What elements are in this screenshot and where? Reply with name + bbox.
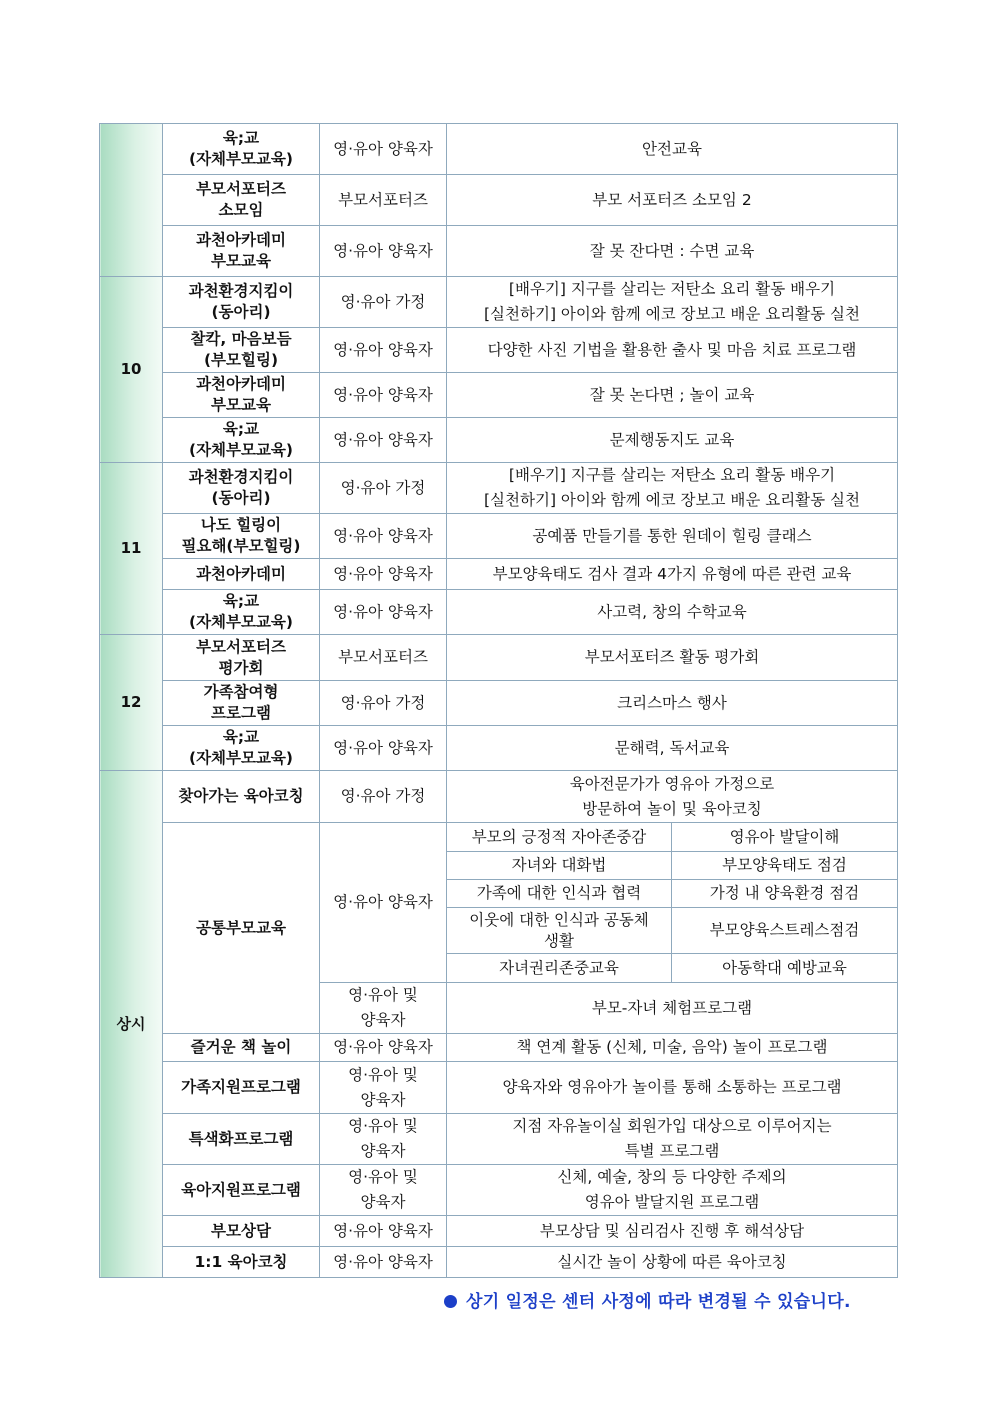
program-name: 나도 힐링이 필요해(부모힐링) <box>163 514 320 559</box>
content: 지점 자유놀이실 회원가입 대상으로 이루어지는 특별 프로그램 <box>447 1114 898 1165</box>
content: 부모양육스트레스점검 <box>672 908 898 954</box>
target: 영·유아 양육자 <box>320 328 447 373</box>
content: 자녀권리존중교육 <box>447 954 672 983</box>
table-row <box>100 175 898 226</box>
program-name: 특색화프로그램 <box>163 1114 320 1165</box>
note-text: 상기 일정은 센터 사정에 따라 변경될 수 있습니다. <box>466 1292 851 1312</box>
content: 문해력, 독서교육 <box>447 726 898 771</box>
table-row <box>100 277 898 328</box>
program-name: 부모서포터즈 소모임 <box>163 175 320 226</box>
program-name: 가족지원프로그램 <box>163 1062 320 1114</box>
target: 영·유아 가정 <box>320 463 447 514</box>
table-row <box>100 1062 898 1114</box>
content: 실시간 놀이 상황에 따른 육아코칭 <box>447 1247 898 1278</box>
program-name: 과천아카데미 부모교육 <box>163 373 320 418</box>
target: 부모서포터즈 <box>320 635 447 681</box>
target: 영·유아 양육자 <box>320 514 447 559</box>
table-row <box>100 373 898 418</box>
table-row <box>100 590 898 635</box>
target: 영·유아 및 양육자 <box>320 1165 447 1216</box>
bullet-dot-icon <box>444 1295 457 1308</box>
program-name: 즐거운 책 놀이 <box>163 1034 320 1062</box>
content: 다양한 사진 기법을 활용한 출사 및 마음 치료 프로그램 <box>447 328 898 373</box>
table-row <box>100 1216 898 1247</box>
table-row <box>100 226 898 277</box>
program-name: 1:1 육아코칭 <box>163 1247 320 1278</box>
target: 영·유아 및 양육자 <box>320 1114 447 1165</box>
table-row <box>100 463 898 514</box>
table-row <box>100 1247 898 1278</box>
table-row <box>100 681 898 726</box>
target: 영·유아 및 양육자 <box>320 1062 447 1114</box>
table-row <box>100 823 898 852</box>
target: 영·유아 양육자 <box>320 226 447 277</box>
month-cell <box>100 124 163 277</box>
target: 영·유아 양육자 <box>320 1216 447 1247</box>
content: 안전교육 <box>447 124 898 175</box>
table-row <box>100 771 898 823</box>
content: 크리스마스 행사 <box>447 681 898 726</box>
target: 영·유아 양육자 <box>320 559 447 590</box>
content: 잘 못 잔다면 : 수면 교육 <box>447 226 898 277</box>
content: 가정 내 양육환경 점검 <box>672 880 898 908</box>
content: 신체, 예술, 창의 등 다양한 주제의 영유아 발달지원 프로그램 <box>447 1165 898 1216</box>
program-name: 과천환경지킴이 (동아리) <box>163 463 320 514</box>
schedule-change-note <box>444 1287 904 1312</box>
program-name: 부모상담 <box>163 1216 320 1247</box>
program-schedule-table <box>99 123 898 1278</box>
content: 영유아 발달이해 <box>672 823 898 852</box>
target: 영·유아 가정 <box>320 681 447 726</box>
content: 사고력, 창의 수학교육 <box>447 590 898 635</box>
program-name: 공통부모교육 <box>163 823 320 1034</box>
target: 영·유아 양육자 <box>320 418 447 463</box>
target: 영·유아 양육자 <box>320 124 447 175</box>
table-row <box>100 559 898 590</box>
program-name: 육;교 (자체부모교육) <box>163 124 320 175</box>
content: 부모-자녀 체험프로그램 <box>447 983 898 1034</box>
content: [배우기] 지구를 살리는 저탄소 요리 활동 배우기 [실천하기] 아이와 함께 에코 장보고 배운 요리활동 실천 <box>447 277 898 328</box>
table-row <box>100 726 898 771</box>
table-row <box>100 1034 898 1062</box>
program-name: 과천환경지킴이 (동아리) <box>163 277 320 328</box>
program-name: 과천아카데미 <box>163 559 320 590</box>
content: 이웃에 대한 인식과 공동체 생활 <box>447 908 672 954</box>
table-row <box>100 418 898 463</box>
program-name: 육;교 (자체부모교육) <box>163 590 320 635</box>
program-name: 육;교 (자체부모교육) <box>163 418 320 463</box>
content: 아동학대 예방교육 <box>672 954 898 983</box>
content: 부모 서포터즈 소모임 2 <box>447 175 898 226</box>
table-row <box>100 124 898 175</box>
target: 영·유아 가정 <box>320 277 447 328</box>
content: 잘 못 논다면 ; 놀이 교육 <box>447 373 898 418</box>
month-11-cell: 11 <box>100 463 163 635</box>
table-row <box>100 514 898 559</box>
content: 자녀와 대화법 <box>447 852 672 880</box>
program-name: 육아지원프로그램 <box>163 1165 320 1216</box>
target: 영·유아 양육자 <box>320 590 447 635</box>
target: 영·유아 및 양육자 <box>320 983 447 1034</box>
target: 영·유아 양육자 <box>320 726 447 771</box>
content: 부모의 긍정적 자아존중감 <box>447 823 672 852</box>
table-row <box>100 328 898 373</box>
content: 육아전문가가 영유아 가정으로 방문하여 놀이 및 육아코칭 <box>447 771 898 823</box>
table-row <box>100 635 898 681</box>
program-name: 육;교 (자체부모교육) <box>163 726 320 771</box>
program-name: 가족참여형 프로그램 <box>163 681 320 726</box>
content: 책 연계 활동 (신체, 미술, 음악) 놀이 프로그램 <box>447 1034 898 1062</box>
target: 부모서포터즈 <box>320 175 447 226</box>
content: 부모서포터즈 활동 평가회 <box>447 635 898 681</box>
program-name: 과천아카데미 부모교육 <box>163 226 320 277</box>
content: 가족에 대한 인식과 협력 <box>447 880 672 908</box>
target: 영·유아 양육자 <box>320 823 447 983</box>
content: 부모양육태도 점검 <box>672 852 898 880</box>
month-10-cell: 10 <box>100 277 163 463</box>
program-name: 찰칵, 마음보듬 (부모힐링) <box>163 328 320 373</box>
content: 공예품 만들기를 통한 원데이 힐링 클래스 <box>447 514 898 559</box>
month-12-cell: 12 <box>100 635 163 771</box>
program-name: 찾아가는 육아코칭 <box>163 771 320 823</box>
always-cell: 상시 <box>100 771 163 1278</box>
target: 영·유아 양육자 <box>320 1247 447 1278</box>
target: 영·유아 가정 <box>320 771 447 823</box>
table-row <box>100 1165 898 1216</box>
content: 부모상담 및 심리검사 진행 후 해석상담 <box>447 1216 898 1247</box>
content: 문제행동지도 교육 <box>447 418 898 463</box>
table-row <box>100 1114 898 1165</box>
program-name: 부모서포터즈 평가회 <box>163 635 320 681</box>
content: [배우기] 지구를 살리는 저탄소 요리 활동 배우기 [실천하기] 아이와 함께 에코 장보고 배운 요리활동 실천 <box>447 463 898 514</box>
target: 영·유아 양육자 <box>320 1034 447 1062</box>
target: 영·유아 양육자 <box>320 373 447 418</box>
content: 양육자와 영유아가 놀이를 통해 소통하는 프로그램 <box>447 1062 898 1114</box>
content: 부모양육태도 검사 결과 4가지 유형에 따른 관련 교육 <box>447 559 898 590</box>
